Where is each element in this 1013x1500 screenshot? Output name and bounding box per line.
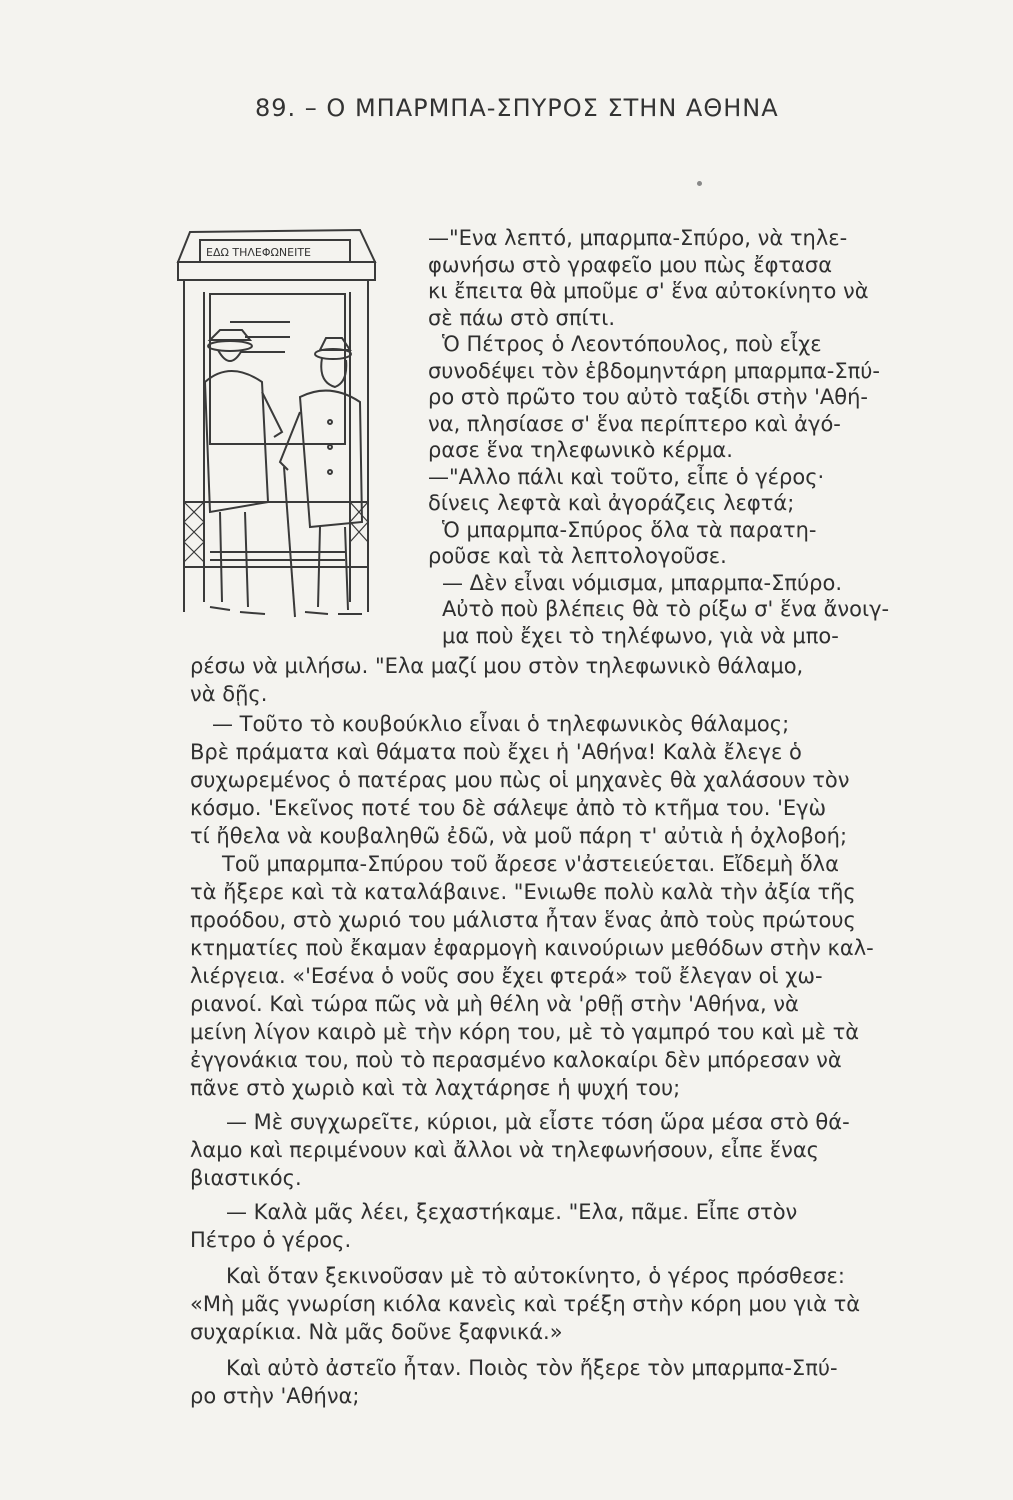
text-line: Πέτρο ὁ γέρος. xyxy=(190,1228,352,1252)
text-line: συχωρεμένος ὁ πατέρας μου πὼς οἱ μηχανὲς θὰ χαλάσουν τὸν xyxy=(190,768,850,792)
text-line: τὰ ἤξερε καὶ τὰ καταλάβαινε. "Ενιωθε πολὺ καλὰ τὴν ἀξία τῆς xyxy=(190,880,856,904)
text-line: Βρὲ πράματα καὶ θάματα ποὺ ἔχει ἡ 'Αθήνα! Καλὰ ἔλεγε ὁ xyxy=(190,740,802,764)
text-line: Καὶ ὅταν ξεκινοῦσαν μὲ τὸ αὐτοκίνητο, ὁ γέρος πρόσθεσε: xyxy=(226,1264,845,1288)
text-line: μείνη λίγον καιρὸ μὲ τὴν κόρη του, μὲ τὸ γαμπρό του καὶ μὲ τὰ xyxy=(190,1020,860,1044)
text-line: λιέργεια. «'Εσένα ὁ νοῦς σου ἔχει φτερά» τοῦ ἔλεγαν οἱ χω- xyxy=(190,964,823,988)
text-line: κτηματίες ποὺ ἔκαμαν ἐφαρμογὴ καινούριων μεθόδων στὴν καλ- xyxy=(190,936,874,960)
text-line: προόδου, στὸ χωριό του μάλιστα ἦταν ἕνας ἀπὸ τοὺς πρώτους xyxy=(190,908,856,932)
phone-booth-illustration xyxy=(170,222,395,632)
text-line: — Τοῦτο τὸ κουβούκλιο εἶναι ὁ τηλεφωνικὸς θάλαμος; xyxy=(212,712,790,736)
text-line: «Μὴ μᾶς γνωρίση κιόλα κανεὶς καὶ τρέξη στὴν κόρη μου γιὰ τὰ xyxy=(190,1292,861,1316)
booth-sign-text: ΕΔΩ ΤΗΛΕΦΩΝΕΙΤΕ xyxy=(206,246,311,259)
text-line: ρέσω νὰ μιλήσω. "Ελα μαζί μου στὸν τηλεφωνικὸ θάλαμο, xyxy=(190,654,804,678)
text-line: Ὁ μπαρμπα-Σπύρος ὅλα τὰ παρατη- xyxy=(442,518,817,542)
text-line: —"Ενα λεπτό, μπαρμπα-Σπύρο, νὰ τηλε- xyxy=(428,226,848,250)
text-line: πᾶνε στὸ χωριὸ καὶ τὰ λαχτάρησε ἡ ψυχή του; xyxy=(190,1076,681,1100)
text-line: — Μὲ συγχωρεῖτε, κύριοι, μὰ εἶστε τόση ὥρα μέσα στὸ θά- xyxy=(226,1110,850,1134)
text-line: —"Αλλο πάλι καὶ τοῦτο, εἶπε ὁ γέρος· xyxy=(428,465,825,489)
text-line: σὲ πάω στὸ σπίτι. xyxy=(428,306,616,330)
text-line: βιαστικός. xyxy=(190,1166,302,1190)
text-line: Καὶ αὐτὸ ἀστεῖο ἦταν. Ποιὸς τὸν ἤξερε τὸν μπαρμπα-Σπύ- xyxy=(226,1356,838,1380)
text-line: τί ἤθελα νὰ κουβαληθῶ ἐδῶ, νὰ μοῦ πάρη τ' αὐτιὰ ἡ ὀχλοβοή; xyxy=(190,824,848,848)
text-line: λαμο καὶ περιμένουν καὶ ἄλλοι νὰ τηλεφωνήσουν, εἶπε ἕνας xyxy=(190,1138,819,1162)
text-line: κόσμο. 'Εκεῖνος ποτέ του δὲ σάλεψε ἀπὸ τὸ κτῆμα του. 'Εγὼ xyxy=(190,796,827,820)
text-line: ἐγγονάκια του, ποὺ τὸ περασμένο καλοκαίρι δὲν μπόρεσαν νὰ xyxy=(190,1048,842,1072)
text-line: φωνήσω στὸ γραφεῖο μου πὼς ἔφτασα xyxy=(428,253,833,277)
text-line: — Καλὰ μᾶς λέει, ξεχαστήκαμε. "Ελα, πᾶμε. Εἶπε στὸν xyxy=(226,1200,798,1224)
text-line: Αὐτὸ ποὺ βλέπεις θὰ τὸ ρίξω σ' ἕνα ἄνοιγ- xyxy=(442,597,890,621)
text-line: δίνεις λεφτὰ καὶ ἀγοράζεις λεφτά; xyxy=(428,491,795,515)
chapter-title: 89. – Ο ΜΠΑΡΜΠΑ-ΣΠΥΡΟΣ ΣΤΗΝ ΑΘΗΝΑ xyxy=(255,94,779,122)
ink-speck xyxy=(697,181,702,186)
text-line: Τοῦ μπαρμπα-Σπύρου τοῦ ἄρεσε ν'ἀστειεύεται. Εἴδεμὴ ὅλα xyxy=(222,852,839,876)
text-line: — Δὲν εἶναι νόμισμα, μπαρμπα-Σπύρο. xyxy=(442,571,843,595)
text-line: να, πλησίασε σ' ἕνα περίπτερο καὶ ἀγό- xyxy=(428,412,841,436)
text-line: μα ποὺ ἔχει τὸ τηλέφωνο, γιὰ νὰ μπο- xyxy=(442,624,839,648)
text-line: Ὁ Πέτρος ὁ Λεοντόπουλος, ποὺ εἶχε xyxy=(442,332,822,356)
text-line: ρασε ἕνα τηλεφωνικὸ κέρμα. xyxy=(428,438,733,462)
text-line: ρο στὸ πρῶτο του αὐτὸ ταξίδι στὴν 'Αθή- xyxy=(428,385,869,409)
text-line: ροῦσε καὶ τὰ λεπτολογοῦσε. xyxy=(428,544,727,568)
text-line: νὰ δῇς. xyxy=(190,682,268,706)
text-line: ρο στὴν 'Αθήνα; xyxy=(190,1384,360,1408)
text-line: συχαρίκια. Νὰ μᾶς δοῦνε ξαφνικά.» xyxy=(190,1320,563,1344)
text-line: ριανοί. Καὶ τώρα πῶς νὰ μὴ θέλη νὰ 'ρθῇ στὴν 'Αθήνα, νὰ xyxy=(190,992,799,1016)
text-line: συνοδέψει τὸν ἑβδομηντάρη μπαρμπα-Σπύ- xyxy=(428,359,881,383)
text-line: κι ἔπειτα θὰ μποῦμε σ' ἕνα αὐτοκίνητο νὰ xyxy=(428,279,869,303)
